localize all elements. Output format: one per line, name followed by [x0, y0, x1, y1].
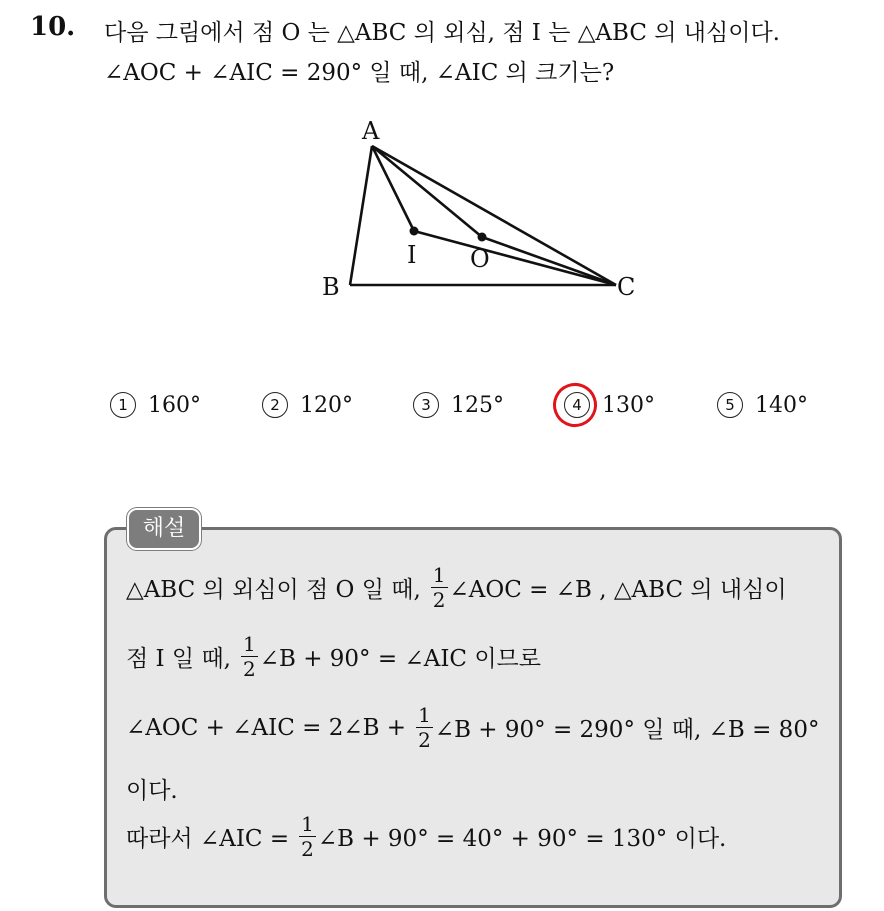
solution-line-1: [126, 565, 787, 610]
triangle-diagram: [310, 110, 650, 310]
choice-text: 120°: [300, 392, 353, 418]
solution-text: 따라서 ∠AIC =: [126, 826, 290, 852]
question-text-line2: ∠AOC + ∠AIC = 290° 일 때, ∠AIC 의 크기는?: [104, 60, 615, 86]
choice-number: 1: [110, 392, 136, 418]
choice-text: 160°: [148, 392, 201, 418]
segment-oc: [482, 237, 616, 285]
solution-text: ∠AOC = ∠B , △ABC 의 내심이: [449, 577, 787, 603]
solution-text: △ABC 의 외심이 점 O 일 때,: [126, 577, 421, 603]
solution-text: 이다.: [126, 778, 178, 804]
label-o: O: [470, 245, 490, 273]
label-b: B: [322, 273, 340, 301]
choice-5[interactable]: [717, 392, 808, 418]
question-text-line1: 다음 그림에서 점 O 는 △ABC 의 외심, 점 I 는 △ABC 의 내심이다.: [104, 20, 780, 46]
solution-text: ∠B + 90° = 290° 일 때, ∠B = 80°: [434, 717, 820, 743]
choice-text: 140°: [755, 392, 808, 418]
answer-choices: [0, 392, 884, 426]
choice-number: 5: [717, 392, 743, 418]
solution-tag: 해설: [127, 508, 201, 550]
choice-text: 130°: [602, 392, 655, 418]
fraction-half: $\frac{1}{2}$: [418, 703, 431, 752]
fraction-half: $\frac{1}{2}$: [242, 632, 256, 681]
segment-ic: [414, 231, 616, 285]
choice-number: 3: [413, 392, 439, 418]
choice-1[interactable]: [110, 392, 201, 418]
choice-number: 4: [564, 392, 590, 418]
label-c: C: [617, 273, 636, 301]
solution-text: ∠B + 90° = 40° + 90° = 130° 이다.: [317, 826, 727, 852]
solution-line-5: [126, 814, 726, 859]
solution-text: ∠AOC + ∠AIC = 2∠B +: [126, 714, 407, 741]
solution-line-3: [126, 705, 819, 750]
fraction-half: $\frac{1}{2}$: [301, 812, 314, 861]
choice-text: 125°: [451, 392, 504, 418]
question-number: 10.: [30, 12, 76, 42]
solution-text: ∠B + 90° = ∠AIC 이므로: [259, 646, 541, 672]
choice-3[interactable]: [413, 392, 504, 418]
solution-line-4: [126, 772, 178, 805]
choice-number: 2: [262, 392, 288, 418]
triangle-figure: [310, 110, 650, 310]
solution-text: 점 I 일 때,: [126, 646, 231, 672]
point-o: [478, 233, 487, 242]
label-i: I: [407, 241, 417, 269]
label-a: A: [362, 117, 380, 145]
segment-ao: [372, 146, 482, 237]
fraction-half: $\frac{1}{2}$: [432, 563, 446, 612]
point-i: [410, 227, 419, 236]
side-ab: [350, 146, 372, 285]
choice-2[interactable]: [262, 392, 353, 418]
solution-line-2: [126, 634, 541, 679]
